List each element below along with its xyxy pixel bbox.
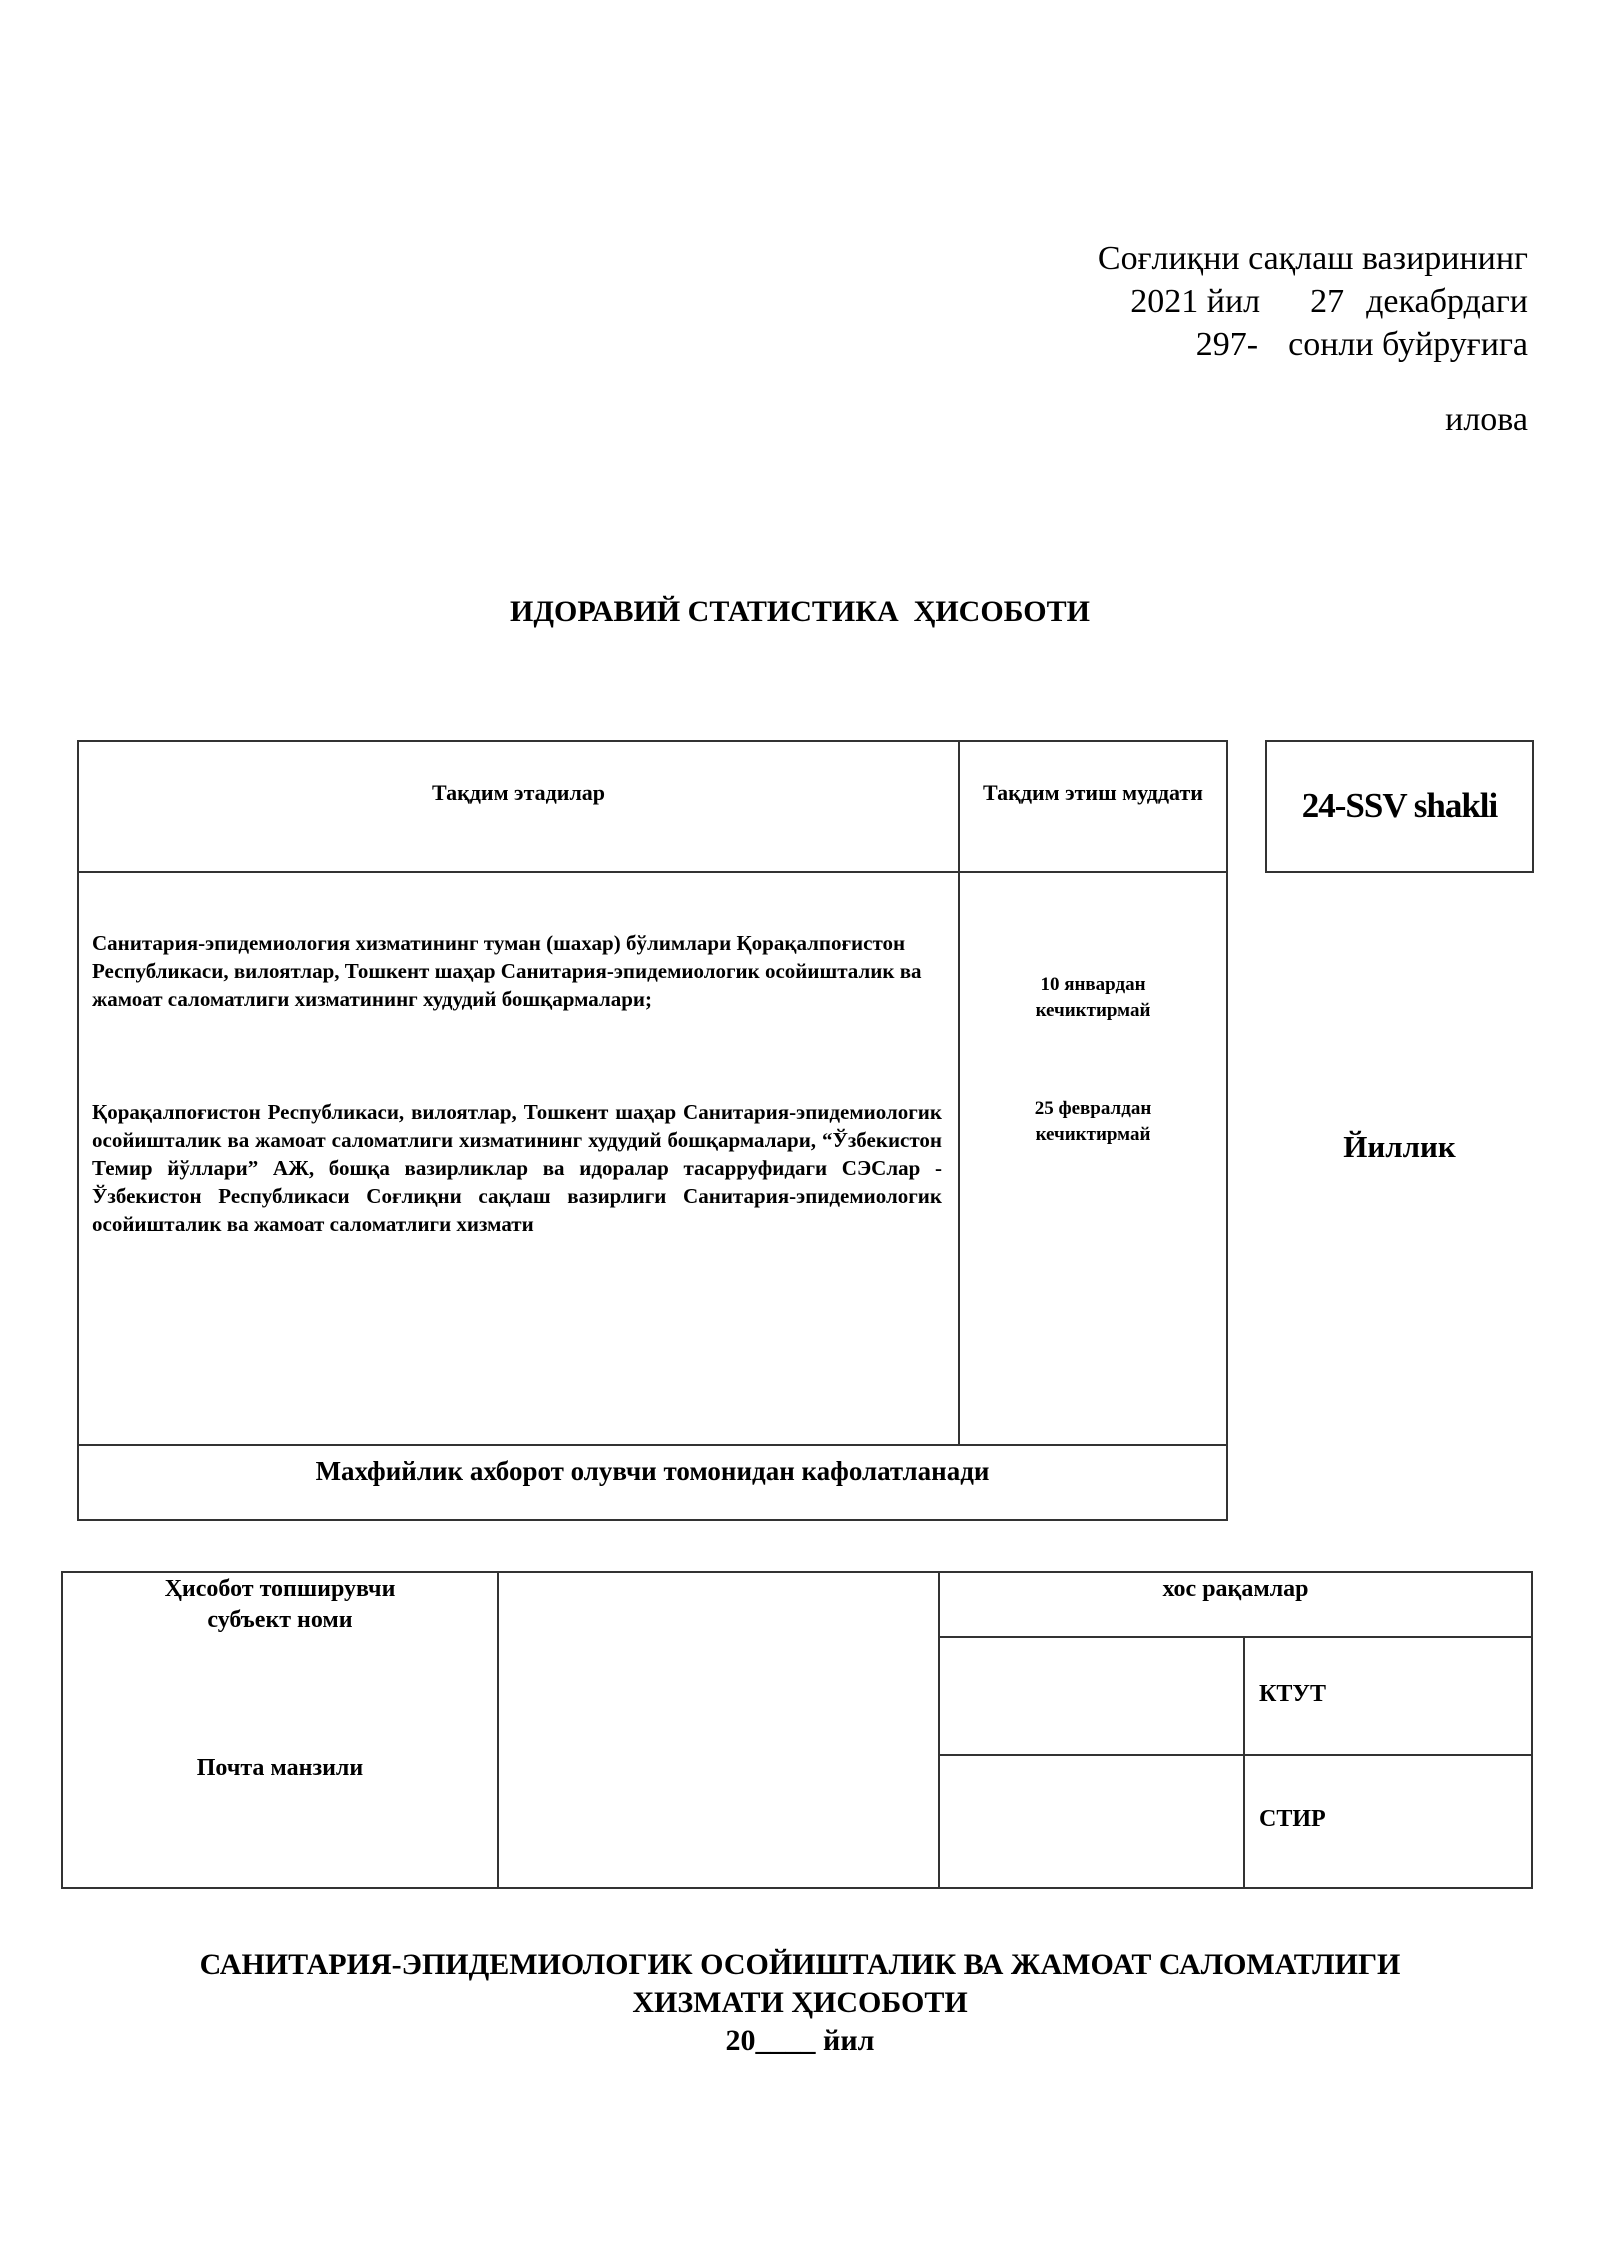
submission-table-header-divider: [77, 871, 1228, 873]
deadline-column-header: Тақдим этиш муддати: [983, 780, 1203, 805]
deadline-row-1-note: кечиктирмай: [1035, 1000, 1151, 1021]
codes-header: хос рақамлар: [1162, 1576, 1309, 1602]
decree-year: 2021 йил: [1130, 283, 1261, 320]
confidentiality-note: Махфийлик ахборот олувчи томонидан кафолатланади: [315, 1456, 990, 1486]
codes-column-divider: [1243, 1636, 1245, 1889]
respondent-name-label-line2: субъект номи: [207, 1607, 353, 1633]
codes-table: [938, 1571, 1533, 1889]
deadline-row-1-date: 10 январдан: [1040, 974, 1146, 995]
decree-ministry-line: [1098, 238, 1528, 280]
page-title: ИДОРАВИЙ СТАТИСТИКА ҲИСОБОТИ: [510, 595, 1090, 628]
submitters-column-header: Тақдим этадилар: [431, 780, 606, 805]
reporting-period: Йиллик: [1343, 1129, 1456, 1164]
submitters-row-2: Қорақалпоғистон Республикаси, вилоятлар, Тошкент шаҳар Санитария-эпидемиологик осойишталик ва жамоат саломатлиги хизматининг худудий бошқармалари, “Ўзбекистон Темир йўллари” АЖ, бошқа вазирликлар ва идоралар тасарруфидаги СЭСлар - Ўзбекистон Республикаси Соғлиқни сақлаш вазирлиги Санитария-эпидемиологик осойишталик ва жамоат саломатлиги хизмати: [92, 1100, 942, 1236]
report-year-prefix: 20: [725, 2024, 756, 2057]
report-year-line: [0, 2022, 1600, 2060]
submission-table-column-divider: [958, 740, 960, 1446]
report-year-suffix: йил: [815, 2024, 875, 2057]
ktut-label: КТУТ: [1259, 1681, 1327, 1707]
decree-date-line: [1130, 281, 1528, 323]
submitters-row-1: Санитария-эпидемиология хизматининг туман (шахар) бўлимлари Қорақалпоғистон Республикаси, вилоятлар, Тошкент шаҳар Санитария-эпидемиологик осойишталик ва жамоат саломатлиги хизматининг худудий бошқармалари;: [92, 931, 922, 1011]
respondent-name-label-line1: Ҳисобот топширувчи: [164, 1576, 396, 1602]
deadline-row-2: [960, 1096, 1226, 1148]
stir-label: СТИР: [1259, 1806, 1326, 1832]
decree-number-line: [1196, 324, 1528, 366]
respondent-values-box: [497, 1571, 940, 1889]
decree-ministry-text: Соғлиқни сақлаш вазирининг: [1097, 240, 1528, 277]
report-title-line1: САНИТАРИЯ-ЭПИДЕМИОЛОГИК ОСОЙИШТАЛИК ВА ЖАМОАТ САЛОМАТЛИГИ: [199, 1948, 1401, 1981]
decree-month: декабрдаги: [1366, 283, 1528, 320]
codes-row-divider: [938, 1754, 1533, 1756]
appendix-text: илова: [1445, 401, 1528, 438]
codes-header-divider: [938, 1636, 1533, 1638]
deadline-row-1: [960, 972, 1226, 1024]
respondent-name-label: [63, 1574, 497, 1636]
submission-table-footer-divider: [77, 1444, 1228, 1446]
postal-address-label: Почта манзили: [196, 1755, 364, 1781]
form-code: 24-SSV shakli: [1301, 786, 1498, 825]
report-year-blank: ____: [755, 2024, 816, 2057]
deadline-row-2-note: кечиктирмай: [1035, 1124, 1151, 1145]
appendix-label: [1445, 399, 1528, 441]
decree-day: 27: [1310, 283, 1345, 320]
decree-order-text: сонли буйруғига: [1288, 326, 1528, 363]
deadline-row-2-date: 25 февралдан: [1034, 1098, 1152, 1119]
decree-number: 297-: [1195, 326, 1259, 363]
report-title-line2: ХИЗМАТИ ҲИСОБОТИ: [632, 1986, 968, 2019]
